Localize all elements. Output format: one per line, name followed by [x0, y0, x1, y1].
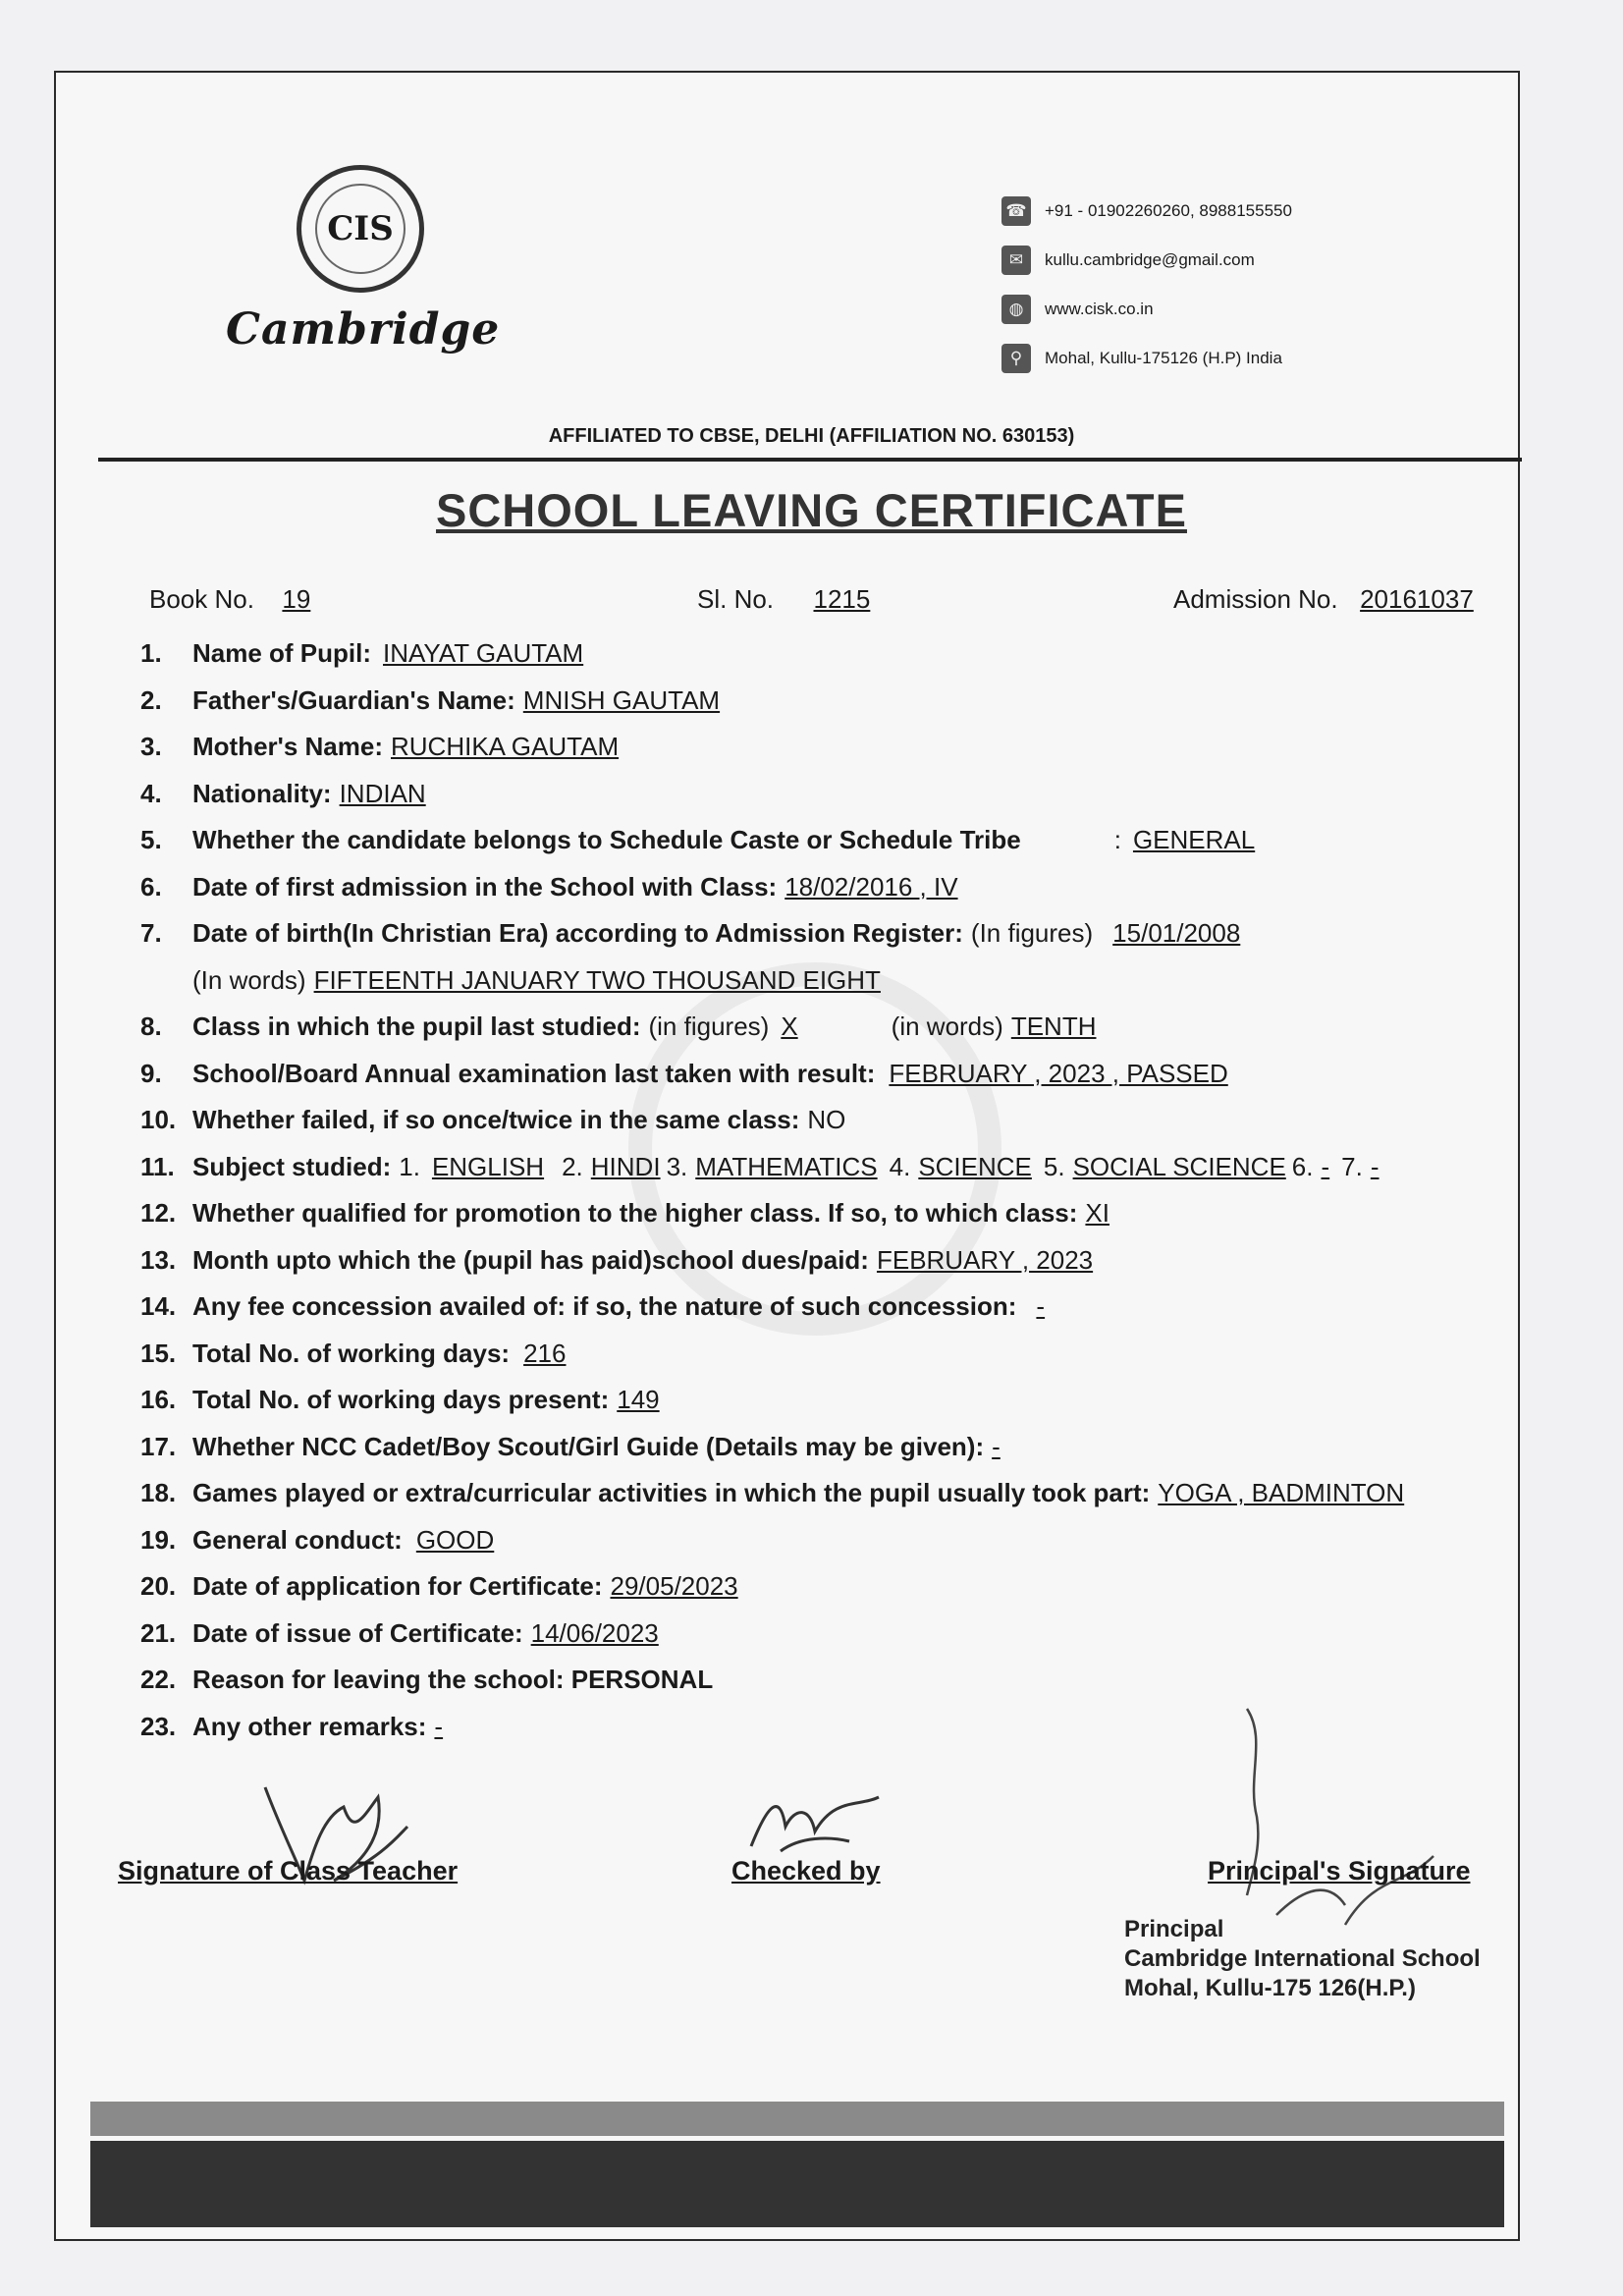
admission-no-label: Admission No. [1173, 584, 1338, 614]
admission-no-value: 20161037 [1360, 584, 1474, 614]
item-activities [140, 1470, 1515, 1517]
item-number: 19. [140, 1524, 177, 1555]
subject-number: 4. [889, 1151, 911, 1181]
header-rule [98, 458, 1522, 462]
serial-no [697, 584, 870, 615]
phone-icon: ☎ [1001, 196, 1031, 226]
subject-number: 3. [666, 1151, 688, 1181]
mail-icon: ✉ [1001, 246, 1031, 275]
certificate-items [140, 630, 1515, 1750]
item-label: Any fee concession availed of: if so, the nature of such concession: [192, 1291, 1017, 1322]
item-label: Class in which the pupil last studied: [192, 1011, 641, 1042]
item-label: Date of issue of Certificate: [192, 1617, 523, 1648]
item-value: 216 [523, 1338, 567, 1368]
item-value: FEBRUARY , 2023 [876, 1244, 1094, 1275]
item-application-date [140, 1563, 1515, 1611]
item-number: 7. [140, 918, 162, 949]
item-label: Reason for leaving the school: PERSONAL [192, 1665, 714, 1695]
item-value: MNISH GAUTAM [522, 684, 721, 715]
item-conduct [140, 1517, 1515, 1564]
contact-address [1001, 334, 1414, 383]
item-label: Whether qualified for promotion to the higher class. If so, to which class: [192, 1198, 1078, 1229]
item-number: 10. [140, 1105, 177, 1135]
item-separator: : [1113, 825, 1121, 855]
item-ncc [140, 1424, 1515, 1471]
item-value: GOOD [415, 1524, 495, 1555]
item-number: 15. [140, 1338, 177, 1368]
stamp-line-2: Cambridge International School [1124, 1945, 1481, 1972]
item-promotion [140, 1190, 1515, 1237]
item-label: Name of Pupil: [192, 638, 372, 669]
item-working-days [140, 1331, 1515, 1378]
subject-value: MATHEMATICS [695, 1151, 878, 1181]
principal-stamp [1124, 1915, 1481, 2003]
subject-value: SOCIAL SCIENCE [1072, 1151, 1286, 1181]
item-number: 2. [140, 684, 162, 715]
subject-value: SCIENCE [918, 1151, 1032, 1181]
subject-number: 2. [562, 1151, 583, 1181]
checked-by-signature-mark [741, 1777, 889, 1866]
item-label: General conduct: [192, 1524, 403, 1555]
item-caste-category [140, 817, 1515, 864]
item-value: NO [807, 1105, 846, 1135]
item-value: INDIAN [339, 778, 426, 808]
serial-no-label: Sl. No. [697, 584, 775, 614]
item-name-of-pupil [140, 630, 1515, 678]
item-dues-paid [140, 1237, 1515, 1285]
item-label: Father's/Guardian's Name: [192, 684, 515, 715]
item-number: 5. [140, 825, 162, 855]
contact-email [1001, 236, 1414, 285]
item-value: RUCHIKA GAUTAM [391, 732, 620, 762]
item-label: Any other remarks: [192, 1711, 427, 1741]
item-number: 23. [140, 1711, 177, 1741]
item-first-admission [140, 864, 1515, 911]
contact-phone-text: +91 - 01902260260, 8988155550 [1045, 201, 1292, 220]
contact-website-text: www.cisk.co.in [1045, 300, 1154, 318]
item-sublabel: (In words) [192, 964, 306, 995]
item-label: Games played or extra/curricular activities in which the pupil usually took part: [192, 1478, 1151, 1508]
class-teacher-signature-label: Signature of Class Teacher [118, 1856, 459, 1886]
item-sublabel: (In figures) [970, 918, 1094, 949]
contact-block [1001, 187, 1414, 383]
location-icon: ⚲ [1001, 344, 1031, 373]
subject-value: - [1370, 1151, 1380, 1181]
item-label: Month upto which the (pupil has paid)school dues/paid: [192, 1244, 869, 1275]
item-value: 149 [617, 1385, 660, 1415]
item-value: TENTH [1010, 1011, 1097, 1042]
item-value: 18/02/2016 , IV [784, 871, 958, 902]
item-value: FEBRUARY , 2023 , PASSED [889, 1058, 1228, 1088]
item-label: Total No. of working days present: [192, 1385, 610, 1415]
item-value: INAYAT GAUTAM [383, 638, 584, 669]
globe-icon: ◍ [1001, 295, 1031, 324]
item-number: 22. [140, 1665, 177, 1695]
book-no-value: 19 [282, 584, 311, 614]
item-number: 18. [140, 1478, 177, 1508]
item-number: 11. [140, 1151, 175, 1181]
item-value: X [781, 1011, 798, 1042]
item-date-of-birth [140, 910, 1515, 957]
item-number: 3. [140, 732, 162, 762]
item-last-class [140, 1004, 1515, 1051]
school-name: Cambridge [226, 304, 501, 355]
item-number: 20. [140, 1571, 177, 1602]
checked-by-label: Checked by [731, 1856, 881, 1886]
footer-band-dark [90, 2141, 1504, 2227]
subject-number: 5. [1043, 1151, 1065, 1181]
stamp-line-3: Mohal, Kullu-175 126(H.P.) [1124, 1975, 1416, 2001]
item-sublabel: (in figures) [648, 1011, 770, 1042]
footer-band-light [90, 2102, 1504, 2136]
item-number: 1. [140, 638, 162, 669]
item-value: XI [1085, 1198, 1109, 1229]
contact-website [1001, 285, 1414, 334]
item-reason-leaving [140, 1657, 1515, 1704]
logo-emblem [297, 165, 424, 293]
item-number: 6. [140, 871, 162, 902]
principal-signature-label: Principal's Signature [1208, 1856, 1471, 1886]
item-label: Total No. of working days: [192, 1338, 511, 1368]
serial-no-value: 1215 [813, 584, 871, 614]
contact-phone [1001, 187, 1414, 236]
item-label: Whether failed, if so once/twice in the same class: [192, 1105, 800, 1135]
admission-no [1173, 584, 1474, 615]
item-number: 9. [140, 1058, 162, 1088]
item-days-present [140, 1377, 1515, 1424]
item-label: Mother's Name: [192, 732, 383, 762]
item-label: Whether NCC Cadet/Boy Scout/Girl Guide (Details may be given): [192, 1431, 985, 1461]
item-number: 12. [140, 1198, 177, 1229]
item-father-name [140, 678, 1515, 725]
item-value: - [992, 1431, 1001, 1461]
certificate-title: SCHOOL LEAVING CERTIFICATE [436, 484, 1187, 536]
item-label: Date of application for Certificate: [192, 1571, 603, 1602]
item-value: FIFTEENTH JANUARY TWO THOUSAND EIGHT [313, 964, 881, 995]
book-no-label: Book No. [149, 584, 254, 614]
subject-value: HINDI [590, 1151, 661, 1181]
item-value: 14/06/2023 [530, 1617, 659, 1648]
item-label: Date of birth(In Christian Era) according to Admission Register: [192, 918, 963, 949]
item-fee-concession [140, 1284, 1515, 1331]
item-date-of-birth-words [140, 957, 1515, 1005]
item-sublabel: (in words) [891, 1011, 1003, 1042]
subject-number: 1. [399, 1151, 420, 1181]
item-value: GENERAL [1132, 825, 1256, 855]
book-no [149, 584, 310, 615]
item-number: 16. [140, 1385, 177, 1415]
item-mother-name [140, 724, 1515, 771]
item-label: School/Board Annual examination last taken with result: [192, 1058, 876, 1088]
item-label: Date of first admission in the School with Class: [192, 871, 778, 902]
affiliation-line: AFFILIATED TO CBSE, DELHI (AFFILIATION NO. 630153) [548, 425, 1075, 447]
item-value: - [434, 1711, 444, 1741]
subject-value: - [1321, 1151, 1330, 1181]
logo-mark: CIS [315, 184, 406, 274]
item-number: 17. [140, 1431, 177, 1461]
item-label: Subject studied: [192, 1151, 392, 1181]
item-value: 29/05/2023 [610, 1571, 738, 1602]
contact-email-text: kullu.cambridge@gmail.com [1045, 250, 1255, 269]
subject-number: 7. [1341, 1151, 1363, 1181]
item-failed [140, 1097, 1515, 1144]
item-issue-date [140, 1611, 1515, 1658]
item-number: 13. [140, 1244, 177, 1275]
item-value: 15/01/2008 [1112, 918, 1241, 949]
item-subjects [140, 1144, 1515, 1191]
item-number: 8. [140, 1011, 162, 1042]
stamp-line-1: Principal [1124, 1916, 1224, 1942]
item-value: YOGA , BADMINTON [1158, 1478, 1405, 1508]
contact-address-text: Mohal, Kullu-175126 (H.P) India [1045, 349, 1282, 367]
item-label: Nationality: [192, 778, 332, 808]
subject-value: ENGLISH [431, 1151, 545, 1181]
item-value: - [1036, 1291, 1046, 1322]
item-number: 21. [140, 1617, 177, 1648]
item-exam-result [140, 1051, 1515, 1098]
school-logo [226, 157, 501, 363]
item-label: Whether the candidate belongs to Schedule Caste or Schedule Tribe [192, 825, 1021, 855]
subject-number: 6. [1291, 1151, 1314, 1181]
item-nationality [140, 771, 1515, 818]
item-number: 4. [140, 778, 162, 808]
item-number: 14. [140, 1291, 177, 1322]
